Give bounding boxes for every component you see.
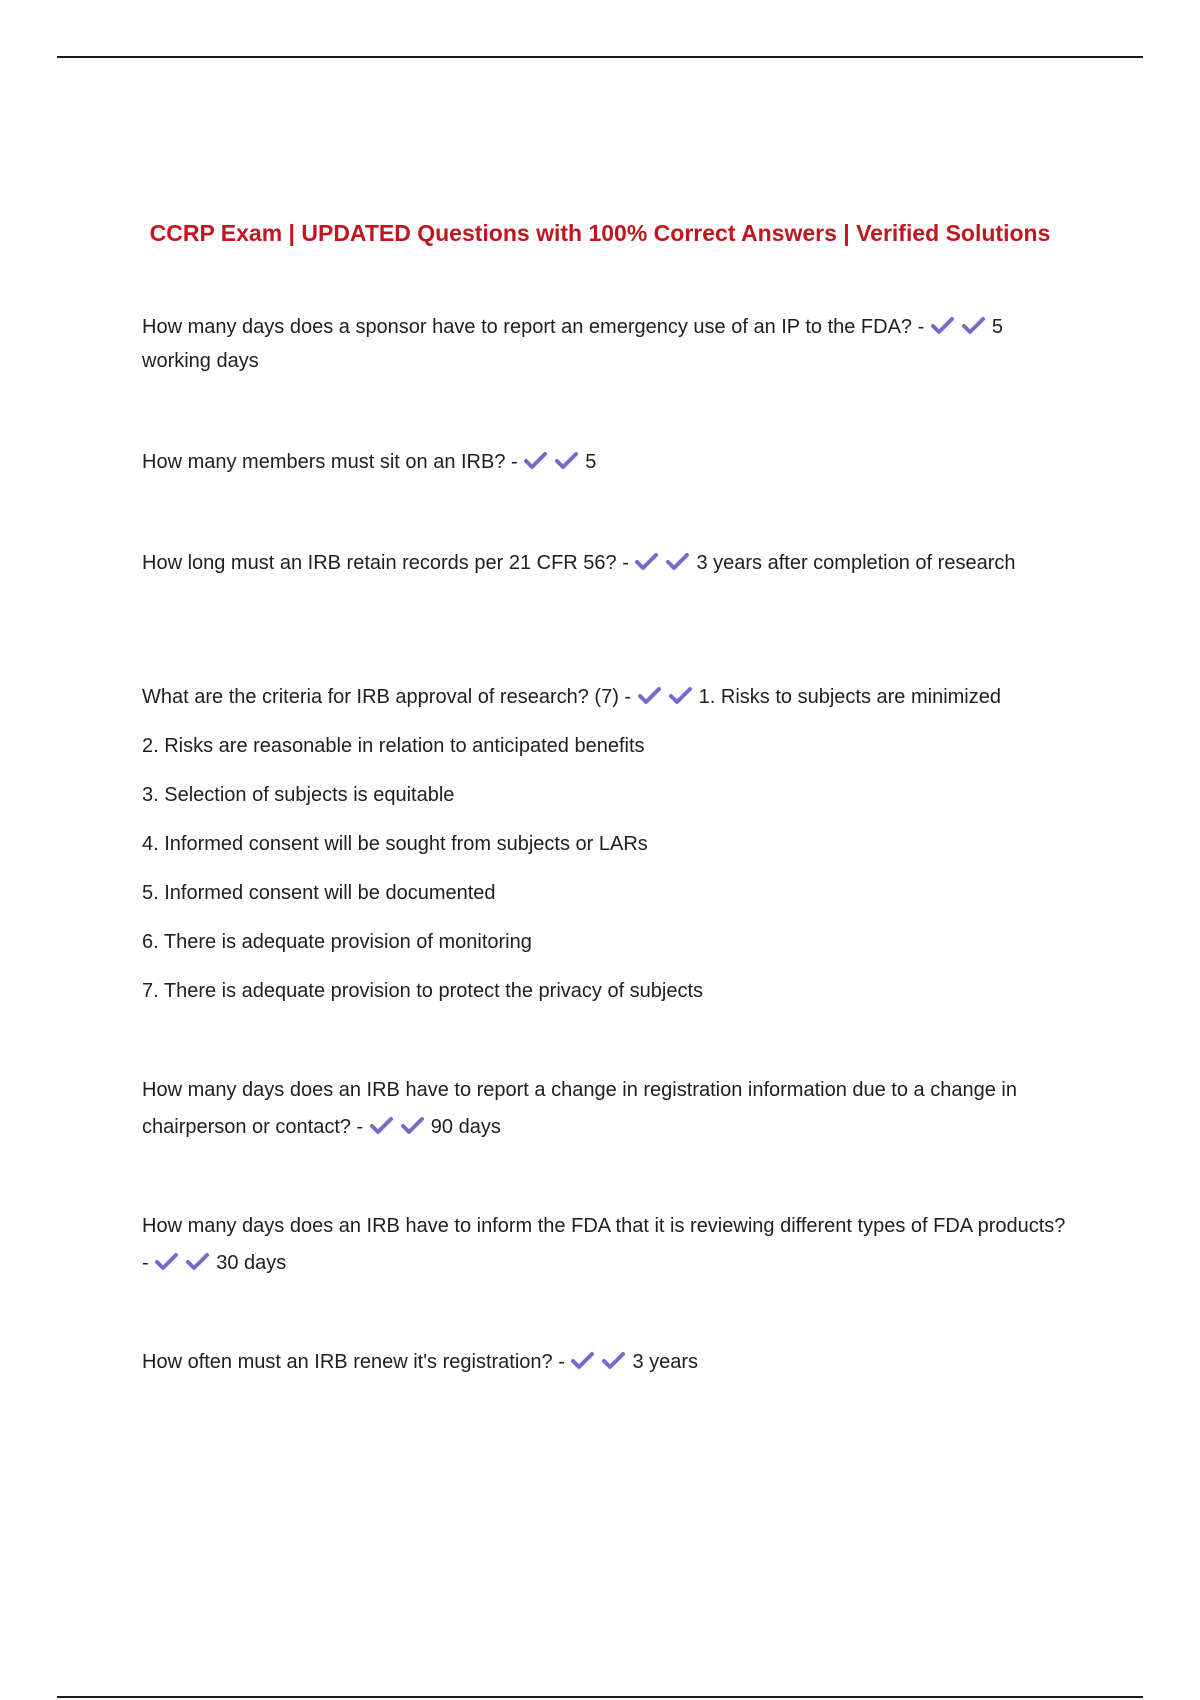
qa-item <box>142 546 1066 580</box>
check-icon <box>154 1252 179 1272</box>
question-text: How long must an IRB retain records per 21 CFR 56? - <box>142 552 629 574</box>
question-text: What are the criteria for IRB approval of research? (7) - <box>142 686 632 708</box>
criteria-list-item: 5. Informed consent will be documented <box>142 882 496 904</box>
answer-text: 3 years <box>632 1351 699 1373</box>
criteria-list-item: 4. Informed consent will be sought from subjects or LARs <box>142 833 648 855</box>
answer-text: 5 <box>585 451 597 473</box>
qa-item <box>142 310 1066 378</box>
question-text: How many days does an IRB have to inform the FDA that it is reviewing different types of FDA products? - <box>142 1215 1066 1274</box>
check-icon <box>400 1116 425 1136</box>
footer-rule <box>57 1696 1143 1698</box>
criteria-list-item: 7. There is adequate provision to protect the privacy of subjects <box>142 980 704 1002</box>
check-icon <box>668 686 693 706</box>
criteria-list-item: 6. There is adequate provision of monitoring <box>142 931 532 953</box>
answer-text: 5 working days <box>142 316 1003 372</box>
header-rule <box>57 56 1143 58</box>
document-title: CCRP Exam | UPDATED Questions with 100% Correct Answers | Verified Solutions <box>149 220 1051 246</box>
answer-text: 3 years after completion of research <box>696 552 1016 574</box>
qa-item <box>142 1345 1066 1379</box>
answer-text: 90 days <box>430 1116 501 1138</box>
question-text: How many days does a sponsor have to report an emergency use of an IP to the FDA? - <box>142 316 925 338</box>
question-text: How often must an IRB renew it's registration? - <box>142 1351 565 1373</box>
qa-item <box>142 1072 1066 1146</box>
check-icon <box>665 552 690 572</box>
criteria-list-item: 2. Risks are reasonable in relation to anticipated benefits <box>142 735 645 757</box>
check-icon <box>570 1351 595 1371</box>
qa-item <box>142 680 1066 1008</box>
check-icon <box>961 316 986 336</box>
check-icon <box>634 552 659 572</box>
qa-item <box>142 445 1066 479</box>
criteria-list-item: 3. Selection of subjects is equitable <box>142 784 455 806</box>
check-icon <box>601 1351 626 1371</box>
check-icon <box>637 686 662 706</box>
answer-text: 30 days <box>216 1252 287 1274</box>
check-icon <box>369 1116 394 1136</box>
check-icon <box>930 316 955 336</box>
check-icon <box>523 451 548 471</box>
qa-item <box>142 1208 1066 1282</box>
question-text: How many days does an IRB have to report a change in registration information due to a change in chairperson or contact? - <box>142 1079 1017 1138</box>
question-text: How many members must sit on an IRB? - <box>142 451 518 473</box>
check-icon <box>554 451 579 471</box>
check-icon <box>185 1252 210 1272</box>
answer-text: 1. Risks to subjects are minimized <box>698 686 1001 708</box>
